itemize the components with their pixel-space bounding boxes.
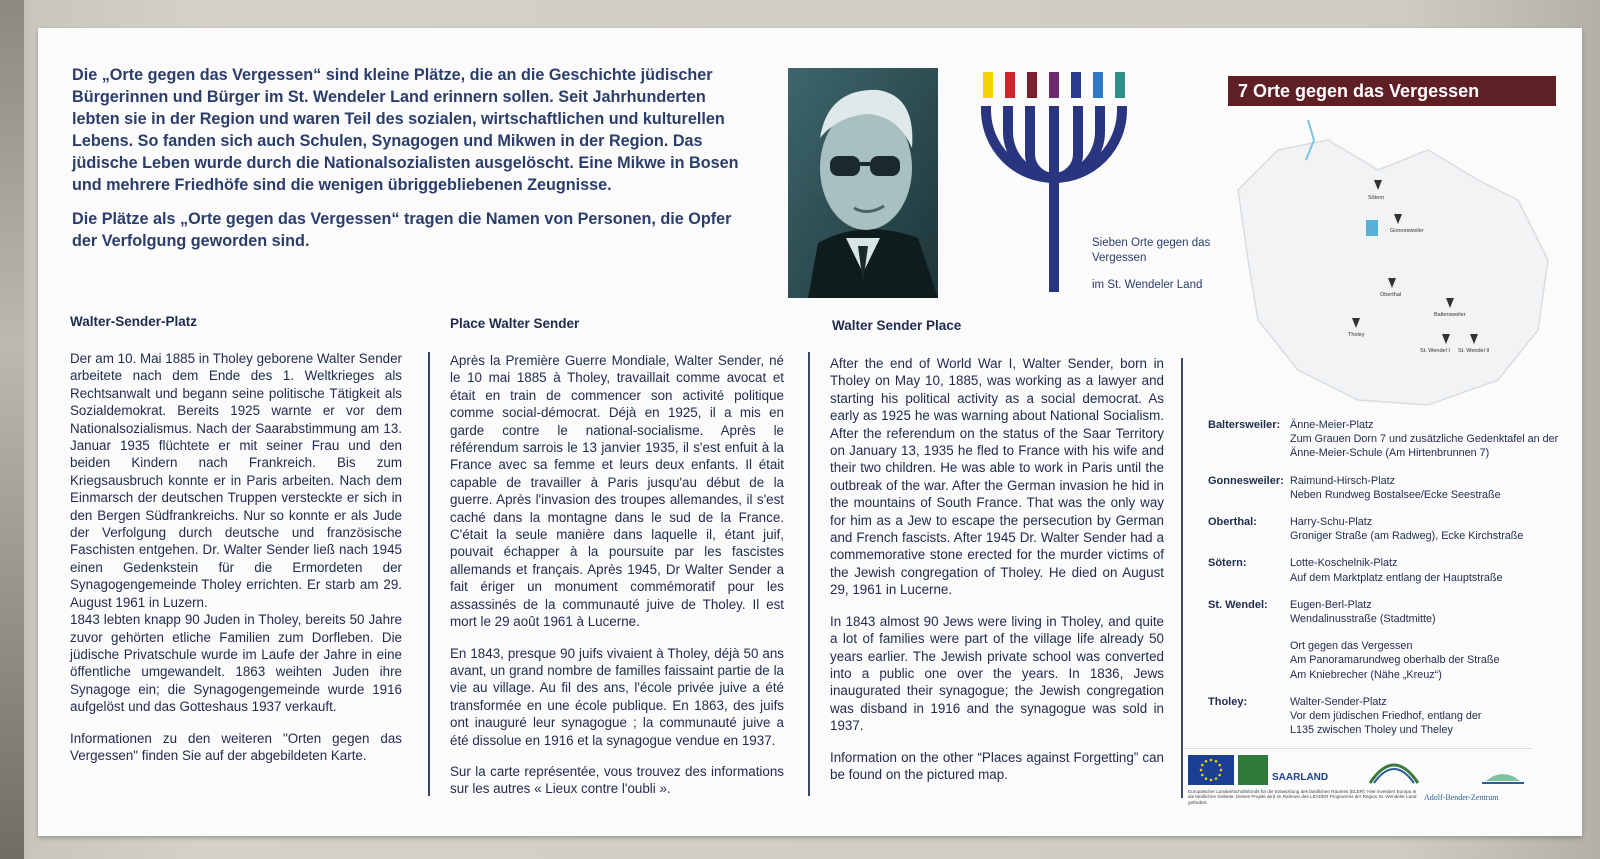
menorah-flame <box>1049 72 1059 98</box>
fr-column <box>450 352 784 798</box>
en-heading: Walter Sender Place <box>832 318 962 333</box>
fr-paragraph-1: Après la Première Guerre Mondiale, Walter Sender, né le 10 mai 1885 à Tholey, travaillait comme avocat et était en train de commencer son activité politique comme social-démocrat. Déjà en 1925, il a mis en garde contre le national-socialisme. Après le référendum sarrois le 13 janvier 1935, il s'est enfuit à la France avec sa femme et leurs deux enfants. Il était capable de travailler à Paris jusqu'au début de la guerre. Après l'invasion des troupes allemandes, il s'est caché dans la montagne dans le sud de la France. C'était la seule manière dans laquelle il, étant juif, pouvait échapper à la poursuite par les fascistes allemands et français. Après 1945, Dr Walter Sender a fait ériger un monument commémoratif pour les assassinés de la communauté juive de Tholey. Il est mort le 29 août 1961 à Lucerne. <box>450 353 784 630</box>
place-detail-line: Lotte-Koschelnik-Platz <box>1290 557 1398 570</box>
menorah-flame <box>1071 72 1081 98</box>
de-paragraph-2: 1843 lebten knapp 90 Juden in Tholey, bereits 50 Jahre zuvor gehörten etliche Familien zum Dorfleben. Die jüdische Privatschule wurde im Laufe der Jahre in eine öffentliche umgewandelt. 1863 weihten Juden ihre Synagoge ein; die Synagogengemeinde wurde 1916 aufgelöst und das Gotteshaus 1937 verkauft. <box>70 612 402 715</box>
adolf-bender-zentrum-logo: Adolf-Bender-Zentrum <box>1424 793 1499 802</box>
place-name: St. Wendel: <box>1208 598 1268 611</box>
intro-p1-rest: sind kleine Plätze, die an die Geschichte jüdischer Bürgerinnen und Bürger im St. Wendeler Land erinnern sollen. Seit Jahrhunderten lebten sie in der Region und waren Teil des sozialen, wirtschaftlichen und kulturellen Lebens. So fanden sich auch Schulen, Synagogen und Mikwen in der Region. Das jüdische Leben wurde durch die Nationalsozialisten ausgelöscht. Eine Mikwe in Bosen und mehrere Friedhöfe sind die wenigen übriggebliebenen Zeugnisse. <box>72 66 739 194</box>
region-map <box>1218 110 1562 420</box>
menorah-flame <box>1093 72 1103 98</box>
saarland-logo: SAARLAND <box>1272 772 1329 783</box>
svg-text:Oberthal: Oberthal <box>1380 292 1402 298</box>
eu-flag-logo <box>1188 755 1234 785</box>
place-detail-line: Auf dem Marktplatz entlang der Hauptstraße <box>1290 571 1503 584</box>
menorah-flame <box>1115 72 1125 98</box>
place-detail-line: Zum Grauen Dorn 7 und zusätzliche Gedenktafel an der Änne-Meier-Schule (Am Hirtenbrunnen 7) <box>1290 433 1559 460</box>
place-row <box>1208 418 1568 461</box>
svg-text:St. Wendel I: St. Wendel I <box>1420 348 1450 354</box>
svg-text:Sötern: Sötern <box>1368 195 1385 201</box>
place-name: Sötern: <box>1208 557 1247 570</box>
menorah-caption <box>1092 236 1232 293</box>
st-wendel-logo <box>1480 751 1526 787</box>
place-detail-line: Neben Rundweg Bostalsee/Ecke Seestraße <box>1290 488 1501 501</box>
walter-sender-portrait <box>788 68 938 298</box>
en-column <box>830 355 1164 783</box>
map-title: 7 Orte gegen das Vergessen <box>1228 76 1556 106</box>
de-heading: Walter-Sender-Platz <box>70 314 198 329</box>
place-detail-line: L135 zwischen Tholey und Theley <box>1290 724 1453 737</box>
fr-paragraph-2: En 1843, presque 90 juifs vivaient à Tholey, déjà 50 ans avant, un grand nombre de familles faissaint partie de la vie au village. Au fil des ans, l'école privée juive a été transformée en une école publique. En 1863, des juifs ont inauguré leur synagogue ; la communauté juive a été dissolue en 1916 et la synagogue vendue en 1937. <box>450 645 784 748</box>
info-panel <box>38 28 1582 836</box>
place-detail-line: Am Kniebrecher (Nähe „Kreuz“) <box>1290 668 1442 681</box>
place-detail-line: Harry-Schu-Platz <box>1290 516 1373 529</box>
place-name <box>1208 639 1290 682</box>
column-divider-1 <box>428 352 430 796</box>
place-name: Oberthal: <box>1208 516 1257 529</box>
place-detail <box>1290 695 1568 738</box>
svg-text:St. Wendel II: St. Wendel II <box>1458 348 1490 354</box>
svg-text:Baltersweiler: Baltersweiler <box>1434 312 1466 318</box>
place-row <box>1208 474 1568 502</box>
place-row <box>1208 598 1568 626</box>
fr-heading: Place Walter Sender <box>450 316 580 331</box>
en-paragraph-3: Information on the other “Places against Forgetting” can be found on the pictured map. <box>830 749 1164 782</box>
funding-text: Europäischer Landwirtschaftsfonds für die Entwicklung des ländlichen Raumes (ELER): Hier investiert Europa in die ländlichen Gebiete. Dieses Projekt wird im Rahmen des LEADER Programms der Region St. Wendeler Land gefördert. <box>1188 789 1417 805</box>
wall-edge <box>0 0 24 859</box>
de-column <box>70 350 402 764</box>
place-detail-line: Walter-Sender-Platz <box>1290 695 1387 708</box>
places-list <box>1208 418 1568 750</box>
menorah-flame <box>1027 72 1037 98</box>
leader-logo <box>1238 755 1268 785</box>
place-row <box>1208 639 1568 682</box>
place-detail-line: Ort gegen das Vergessen <box>1290 640 1413 653</box>
place-name: Tholey: <box>1208 695 1248 708</box>
intro-paragraph-2: Die Plätze als „Orte gegen das Vergessen“ tragen die Namen von Personen, die Opfer der Verfolgung geworden sind. <box>72 210 732 250</box>
svg-text:Gonnesweiler: Gonnesweiler <box>1390 228 1424 234</box>
place-detail-line: Vor dem jüdischen Friedhof, entlang der <box>1290 710 1482 723</box>
place-name: Baltersweiler: <box>1208 419 1281 431</box>
place-name: Gonnesweiler: <box>1208 474 1284 487</box>
menorah-caption-title: Sieben Orte gegen das Vergessen <box>1092 237 1211 264</box>
landkreis-logo <box>1364 753 1424 787</box>
en-paragraph-1: After the end of World War I, Walter Sender, born in Tholey on May 10, 1885, was working as a lawyer and starting his political activity as a social democrat. As early as 1925 he was warning about National Socialism. After the referendum on the status of the Saar Territory on January 13, 1935 he fled to France with his wife and their two children. He was able to work in Paris until the outbreak of the war. After the German invasion he hid in the mountains of South France. That was the only way for him as a Jew to escape the persecution by German and French fascists. After 1945 Dr. Walter Sender had a commemorative stone erected for the murder victims of the Jewish congregation of Tholey. He died on August 29, 1961 in Lucerne. <box>830 356 1164 598</box>
svg-text:Tholey: Tholey <box>1348 332 1365 338</box>
intro-paragraph-1 <box>72 64 752 196</box>
place-detail <box>1290 556 1568 584</box>
place-detail <box>1290 474 1568 502</box>
de-paragraph-3: Informationen zu den weiteren "Orten gegen das Vergessen" finden Sie auf der abgebildeten Karte. <box>70 730 402 763</box>
menorah-flame <box>1005 72 1015 98</box>
intro-p1-bold: „Orte gegen das Vergessen“ <box>101 66 322 84</box>
intro-p1-pre: Die <box>72 66 102 84</box>
place-row <box>1208 515 1568 543</box>
place-detail-line: Groniger Straße (am Radweg), Ecke Kirchstraße <box>1290 530 1524 543</box>
place-detail-line: Eugen-Berl-Platz <box>1290 598 1372 611</box>
place-row <box>1208 556 1568 584</box>
place-detail <box>1290 515 1568 543</box>
place-detail <box>1290 418 1568 461</box>
column-divider-2 <box>808 352 810 796</box>
fr-paragraph-3: Sur la carte représentée, vous trouvez des informations sur les autres « Lieux contre l'oubli ». <box>450 763 784 797</box>
place-detail <box>1290 639 1568 682</box>
menorah-caption-sub: im St. Wendeler Land <box>1092 279 1203 291</box>
en-paragraph-2: In 1843 almost 90 Jews were living in Tholey, and quite a lot of families were part of the village life already 50 years earlier. The Jewish private school was converted into a public one over the years. In 1836, Jews inaugurated their synagogue; the Jewish congregation was disband in 1916 and the synagogue was sold in 1937. <box>830 613 1164 734</box>
column-divider-3 <box>1181 358 1183 798</box>
menorah-stem <box>1049 106 1059 292</box>
menorah-flame <box>983 72 993 98</box>
place-row <box>1208 695 1568 738</box>
place-detail-line: Raimund-Hirsch-Platz <box>1290 474 1395 487</box>
de-paragraph-1: Der am 10. Mai 1885 in Tholey geborene Walter Sender arbeitete nach dem Ende des 1. Weltkrieges als Rechtsanwalt und begann seine politische Tätigkeit als Sozialdemokrat. Bereits 1925 warnte er vor dem Nationalsozialismus. Nach der Saarabstimmung am 13. Januar 1935 flüchtete er mit seiner Frau und den beiden Kindern nach Frankreich. Bis zum Kriegsausbruch konnte er in Paris arbeiten. Nach dem Einmarsch der deutschen Truppen versteckte er sich in den Bergen Südfrankreichs. Nur so konnte er als Jude der Verfolgung durch deutsche und französische Faschisten entgehen. Dr. Walter Sender ließ nach 1945 einen Gedenkstein für die Ermordeten der Synagogengemeinde Tholey errichten. Er starb am 29. August 1961 in Luzern. <box>70 351 402 610</box>
place-detail <box>1290 598 1568 626</box>
sponsor-logos <box>1184 748 1532 814</box>
place-detail-line: Änne-Meier-Platz <box>1290 419 1374 431</box>
place-detail-line: Am Panoramarundweg oberhalb der Straße <box>1290 654 1500 667</box>
place-detail-line: Wendalinusstraße (Stadtmitte) <box>1290 613 1436 626</box>
intro-text <box>72 64 752 252</box>
